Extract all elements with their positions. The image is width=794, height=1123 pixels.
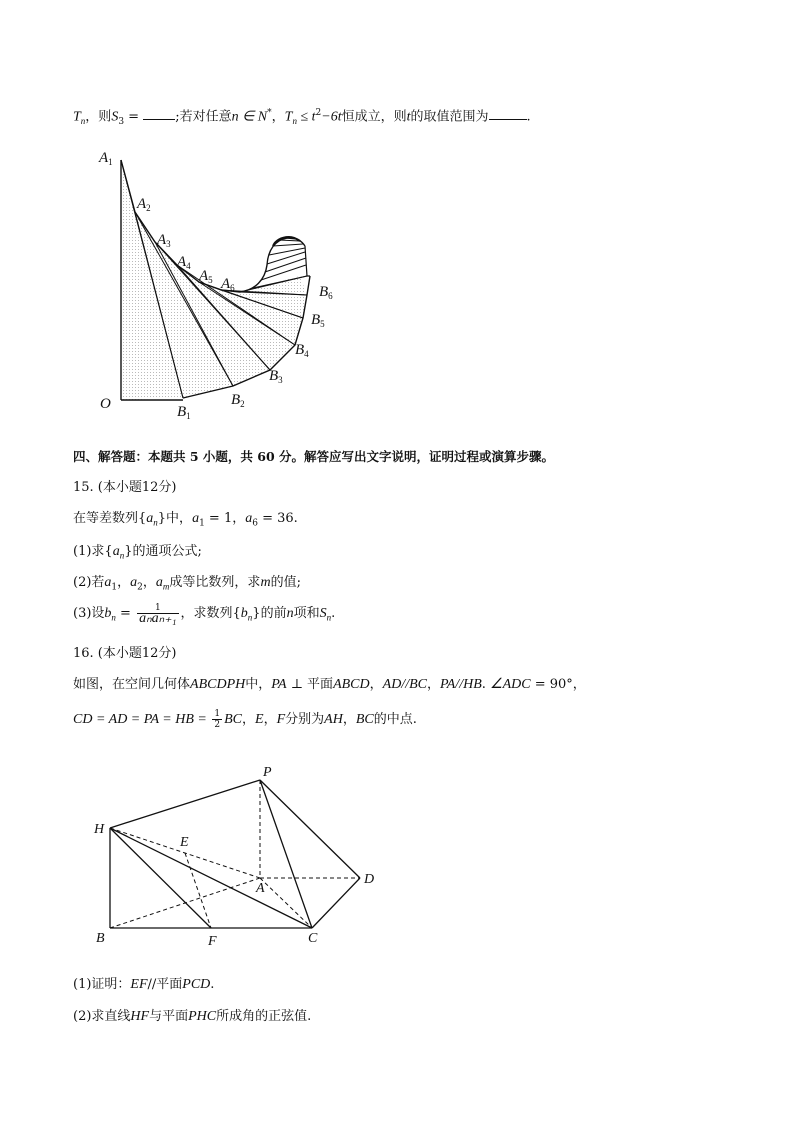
q15-p3-e: 项和 — [293, 606, 320, 621]
q15-eq6: = 36. — [257, 511, 298, 526]
q15-p2-a1: a — [104, 575, 112, 590]
q15-fraction — [137, 603, 178, 624]
ineq: ≤ t — [296, 109, 316, 125]
q16-l2-e: ， — [342, 712, 356, 727]
q16-p2-HF: HF — [130, 1009, 150, 1024]
sq-sup: 2 — [315, 108, 322, 118]
label-B2: $B_2$ — [231, 392, 245, 409]
q15-p3-c: ，求数列{ — [180, 606, 241, 621]
q15-frac-den: aₙaₙ₊₁ — [139, 611, 177, 626]
label-O: O — [100, 396, 111, 412]
S3-symbol: S — [111, 109, 119, 125]
rest-expr: −6t — [321, 109, 342, 125]
q15-a6: a — [245, 511, 253, 526]
q15-p2-a: (2)若 — [73, 575, 105, 590]
q15-intro-a: 在等差数列{ — [73, 511, 147, 526]
q16-p1-PCD: PCD — [182, 977, 211, 992]
q15-p3-f: . — [331, 606, 336, 621]
q15-p3-bn: b — [240, 606, 248, 621]
text-then: ，则 — [85, 109, 112, 125]
Tn2-symbol: T — [284, 109, 293, 125]
label-C: C — [308, 931, 318, 946]
q15-a-sub: n — [153, 517, 158, 528]
q16-line2 — [73, 709, 417, 730]
label-B: B — [96, 931, 105, 946]
q16-l2-a: CD = AD = PA = HB = — [73, 712, 211, 727]
edge-B-A — [110, 878, 260, 928]
label-B3: $B_3$ — [269, 368, 283, 385]
q16-p2-PHC: PHC — [188, 1009, 217, 1024]
q15-p1-b: }的通项公式; — [124, 544, 202, 559]
q15-p2-sep1: ， — [117, 575, 131, 590]
q15-a1-sub: 1 — [199, 518, 205, 529]
q16-p2-b: 与平面 — [149, 1009, 189, 1024]
q16-fraction — [212, 709, 222, 730]
label-A6: $A_6$ — [221, 276, 235, 293]
edge-D-C — [312, 878, 360, 928]
q16-l1-b: 中， — [245, 677, 272, 692]
answer-blank-range — [489, 107, 527, 120]
edge-H-P — [110, 780, 260, 828]
q16-l1-ABCD: ABCD — [333, 677, 370, 692]
q15-p3-b: b — [104, 606, 112, 621]
q15-part3 — [73, 603, 335, 627]
Tn-symbol: T — [73, 109, 81, 125]
q15-p3-S-sub: n — [326, 612, 332, 623]
label-B4: $B_4$ — [295, 342, 309, 359]
n-in-N: n ∈ N — [231, 109, 268, 125]
q16-l2-BC: BC — [224, 712, 242, 727]
label-A3: $A_3$ — [157, 232, 171, 249]
q15-p2-c: 的值; — [270, 575, 301, 590]
q15-p2-a1-sub: 1 — [111, 582, 118, 593]
text-range: 的取值范围为 — [410, 109, 489, 125]
text-holds: 恒成立，则 — [341, 109, 407, 125]
q16-p1-EF: EF — [130, 977, 148, 992]
q16-header: 16. (本小题12分) — [73, 646, 177, 661]
label-F: F — [208, 934, 217, 949]
solid-geometry-figure — [90, 760, 400, 960]
q16-l1-PA2: PA//HB — [440, 677, 482, 692]
q15-intro — [73, 510, 298, 533]
label-D: D — [364, 872, 375, 887]
q16-l1-e: ， — [426, 677, 440, 692]
q15-intro-b: }中， — [157, 511, 193, 526]
q16-part1 — [73, 976, 214, 994]
edge-P-D — [260, 780, 360, 878]
q16-l1-AD: AD//BC — [382, 677, 427, 692]
q16-l1-a: 如图，在空间几何体 — [73, 677, 191, 692]
S3-sub: 3 — [118, 116, 125, 127]
q16-l1-d: ， — [369, 677, 383, 692]
label-A4: $A_4$ — [177, 254, 191, 271]
q16-l2-BC2: BC — [355, 712, 374, 727]
q15-p3-eq: = — [115, 606, 136, 621]
t-symbol: t — [406, 109, 411, 125]
q15-p2-b: 成等比数列，求 — [169, 575, 261, 590]
q15-p1-a: (1)求{ — [73, 544, 113, 559]
q15-p2-sep2: ， — [142, 575, 156, 590]
q16-frac-num: 1 — [214, 709, 221, 719]
q16-frac-den: 2 — [214, 720, 221, 730]
spiral-triangle-figure — [95, 140, 355, 430]
label-P: P — [263, 765, 272, 780]
label-H: H — [94, 822, 105, 837]
q15-p2-am: a — [155, 575, 163, 590]
q15-frac-num: 1 — [137, 603, 178, 614]
q16-l1-f: . — [481, 677, 491, 692]
edge-A-C — [260, 878, 312, 928]
q16-l2-E: E — [255, 712, 264, 727]
q15-p2-am-sub: m — [162, 581, 170, 592]
label-B5: $B_5$ — [311, 312, 325, 329]
text-eq: = — [124, 109, 144, 125]
q15-p3-n: n — [286, 606, 294, 621]
q15-p3-b-sub: n — [111, 612, 116, 623]
q15-p3-bn-sub: n — [247, 612, 253, 623]
q16-p1-b: //平面 — [147, 977, 183, 992]
q15-p2-a2: a — [130, 575, 138, 590]
section-heading: 四、解答题：本题共 5 小题，共 60 分。解答应写出文字说明，证明过程或演算步骤。 — [73, 449, 555, 464]
label-A: A — [256, 881, 265, 896]
q16-part2 — [73, 1008, 311, 1026]
q15-part1 — [73, 543, 202, 565]
q15-a: a — [146, 511, 154, 526]
Tn-sub: n — [80, 115, 86, 126]
label-A2: $A_2$ — [137, 196, 151, 213]
text-comma: ， — [271, 109, 285, 125]
shaded-region — [121, 160, 307, 400]
q16-p1-a: (1)证明： — [73, 977, 131, 992]
q15-p3-S: S — [319, 606, 327, 621]
q16-p1-c: . — [210, 977, 215, 992]
q16-l2-f: 的中点. — [373, 712, 417, 727]
label-A1: $A_1$ — [99, 150, 113, 167]
q16-line1 — [73, 676, 586, 694]
q16-l2-AH: AH — [324, 712, 343, 727]
q16-l1-ABCDPH: ABCDPH — [190, 677, 246, 692]
q15-part2 — [73, 574, 301, 597]
q15-p2-m: m — [260, 575, 271, 590]
q15-p3-a: (3)设 — [73, 606, 105, 621]
q15-p1-an-sub: n — [119, 550, 125, 561]
answer-blank-S3 — [143, 107, 175, 120]
q16-l1-ang: ∠ADC — [490, 677, 531, 692]
q16-l1-c: ⊥ 平面 — [286, 677, 334, 692]
q16-l1-PA: PA — [271, 677, 287, 692]
edge-E-F — [185, 853, 211, 928]
q16-l2-b: ， — [241, 712, 255, 727]
q16-l2-d: 分别为 — [285, 712, 325, 727]
q15-eq1: = 1， — [204, 511, 246, 526]
q16-p2-c: 所成角的正弦值. — [216, 1009, 312, 1024]
text-period: . — [526, 109, 531, 125]
star-sup: * — [267, 108, 272, 118]
edge-H-F — [110, 828, 211, 928]
Tn2-sub: n — [292, 115, 297, 126]
label-A5: $A_5$ — [199, 268, 213, 285]
text-cond: ;若对任意 — [175, 109, 232, 125]
q16-p2-a: (2)求直线 — [73, 1009, 131, 1024]
q16-l2-F: F — [276, 712, 286, 727]
q15-p2-a2-sub: 2 — [137, 582, 143, 593]
q15-a6-sub: 6 — [252, 518, 258, 529]
label-B1: $B_1$ — [177, 404, 191, 421]
label-E: E — [180, 835, 189, 850]
q16-l1-g: = 90°， — [530, 677, 586, 692]
q15-header: 15. (本小题12分) — [73, 480, 177, 495]
q15-p1-an: a — [112, 544, 120, 559]
q16-l2-c: ， — [263, 712, 277, 727]
q15-a1: a — [192, 511, 200, 526]
q15-p3-d: }的前 — [252, 606, 287, 621]
label-B6: $B_6$ — [319, 284, 333, 301]
q14-answer-line — [73, 104, 531, 131]
